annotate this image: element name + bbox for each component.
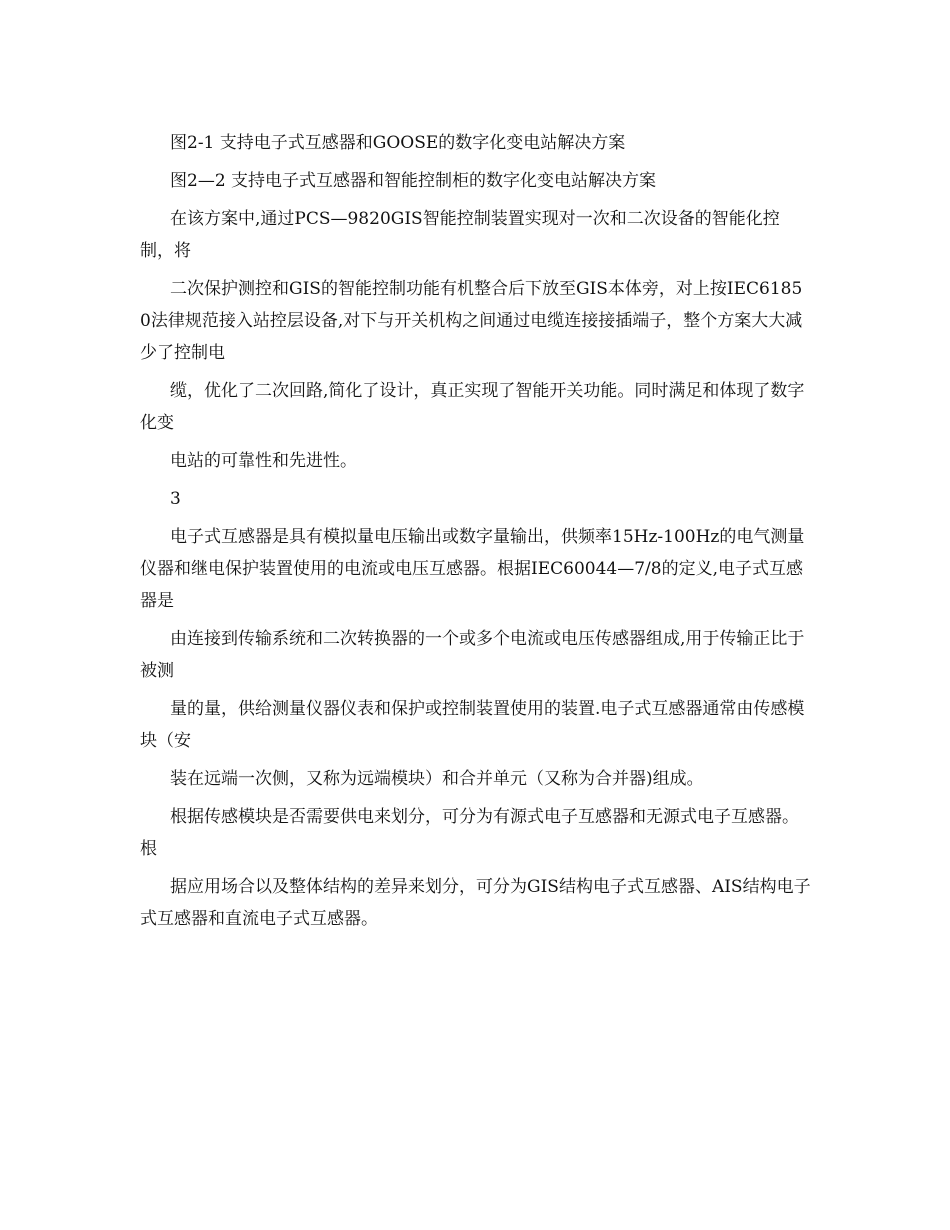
paragraph: 量的量，供给测量仪器仪表和保护或控制装置使用的装置.电子式互感器通常由传感模块（安 [140, 699, 805, 751]
figure-caption-2-1: 图2-1 支持电子式互感器和GOOSE的数字化变电站解决方案 [170, 133, 626, 153]
paragraph: 电子式互感器是具有模拟量电压输出或数字量输出，供频率15Hz-100Hz的电气测量仪器和继电保护装置使用的电流或电压互感器。根据IEC60044—7/8的定义,电子式互感器是 [140, 527, 805, 611]
paragraph: 装在远端一次侧，又称为远端模块）和合并单元（又称为合并器)组成。 [170, 769, 704, 789]
paragraph: 据应用场合以及整体结构的差异来划分，可分为GIS结构电子式互感器、AIS结构电子式互感器和直流电子式互感器。 [140, 877, 811, 929]
paragraph: 在该方案中,通过PCS—9820GIS智能控制装置实现对一次和二次设备的智能化控制，将 [140, 209, 780, 261]
paragraph: 根据传感模块是否需要供电来划分，可分为有源式电子互感器和无源式电子互感器。根 [140, 807, 799, 859]
figure-caption-2-2: 图2—2 支持电子式互感器和智能控制柜的数字化变电站解决方案 [170, 171, 657, 191]
section-number: 3 [170, 489, 181, 509]
document-body [140, 127, 812, 941]
paragraph: 由连接到传输系统和二次转换器的一个或多个电流或电压传感器组成,用于传输正比于被测 [140, 629, 805, 681]
paragraph: 二次保护测控和GIS的智能控制功能有机整合后下放至GIS本体旁，对上按IEC61850法律规范接入站控层设备,对下与开关机构之间通过电缆连接接插端子，整个方案大大减少了控制电 [140, 279, 803, 363]
paragraph: 缆，优化了二次回路,简化了设计，真正实现了智能开关功能。同时满足和体现了数字化变 [140, 381, 805, 433]
paragraph: 电站的可靠性和先进性。 [170, 451, 357, 471]
